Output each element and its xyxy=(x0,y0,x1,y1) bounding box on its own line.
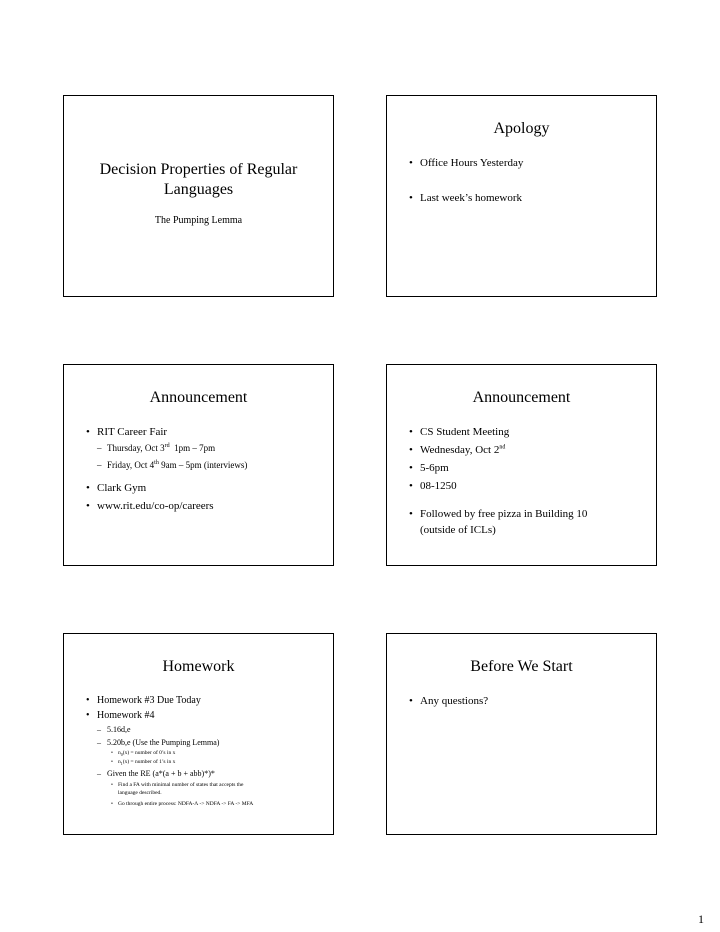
bullet-any-questions: • Any questions? xyxy=(409,694,646,708)
bullet-wednesday: • Wednesday, Oct 2nd xyxy=(409,443,646,457)
sub-bullet-thursday: – Thursday, Oct 3rd 1pm – 7pm xyxy=(86,442,323,454)
bullet-room: • 08-1250 xyxy=(409,479,646,493)
bullet-time: • 5-6pm xyxy=(409,461,646,475)
slide-title: Homework xyxy=(162,658,235,675)
sub-bullet-5-16: – 5.16d,e xyxy=(86,724,323,735)
subsub-find-fa: • Find a FA with minimal number of states that accepts the language described. xyxy=(86,781,323,797)
slide-body xyxy=(409,425,646,537)
slide-title: Announcement xyxy=(472,389,571,406)
bullet-homework-4: • Homework #4 xyxy=(86,709,323,722)
sub-bullet-friday: – Friday, Oct 4th 9am – 5pm (interviews) xyxy=(86,459,323,471)
slide-before-we-start xyxy=(386,633,657,835)
slide-body xyxy=(86,694,323,808)
slide-title: Decision Properties of Regular Languages xyxy=(99,161,298,198)
bullet-cs-meeting: • CS Student Meeting xyxy=(409,425,646,439)
sub-bullet-regex: – Given the RE (a*(a + b + abb)*)* xyxy=(86,768,323,779)
subsub-n0: • $n_0(x)$ = number of 0’s in x xyxy=(86,749,323,757)
sub-bullet-5-20: – 5.20b,e (Use the Pumping Lemma) xyxy=(86,737,323,748)
bullet-homework-3: • Homework #3 Due Today xyxy=(86,694,323,707)
page-number: 1 xyxy=(698,912,704,926)
slide-body xyxy=(409,694,646,708)
bullet-office-hours: • Office Hours Yesterday xyxy=(409,156,646,170)
slide-homework xyxy=(63,633,334,835)
slide-apology xyxy=(386,95,657,297)
bullet-careers-url: • www.rit.edu/co-op/careers xyxy=(86,499,323,513)
slide-subtitle: The Pumping Lemma xyxy=(154,215,243,226)
slide-title: Apology xyxy=(493,120,550,137)
slide-title: Before We Start xyxy=(470,658,573,675)
subsub-process: • Go through entire process: NDFA-Λ -> NDFA -> FA -> MFA xyxy=(86,800,323,808)
bullet-last-week-homework: • Last week’s homework xyxy=(409,191,646,205)
bullet-career-fair: • RIT Career Fair xyxy=(86,425,323,439)
slide-student-meeting xyxy=(386,364,657,566)
slide-career-fair xyxy=(63,364,334,566)
bullet-clark-gym: • Clark Gym xyxy=(86,481,323,495)
slide-decision-properties xyxy=(63,95,334,297)
subsub-n1: • $n_1(x)$ = number of 1’s in x xyxy=(86,758,323,766)
slide-body xyxy=(86,425,323,513)
bullet-pizza: • Followed by free pizza in Building 10 (outside of ICLs) xyxy=(409,507,646,537)
slide-body xyxy=(409,156,646,205)
slide-title: Announcement xyxy=(149,389,248,406)
